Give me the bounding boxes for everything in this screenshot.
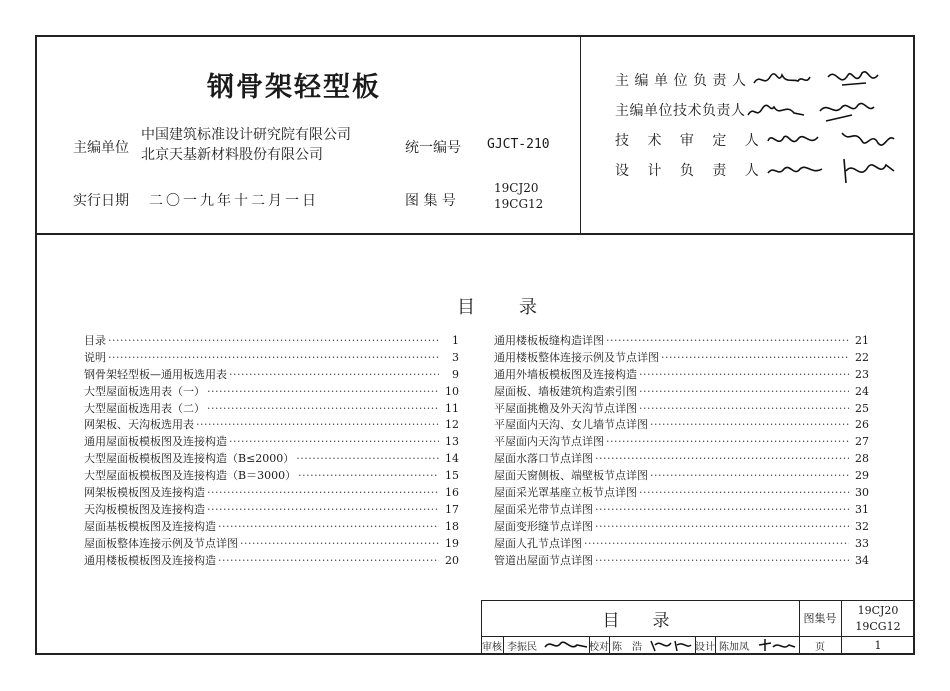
title-block-atlas-no-2: 19CG12 <box>855 619 901 633</box>
toc-leader-dots <box>207 502 439 519</box>
toc-entry-title: 屋面板整体连接示例及节点详图 <box>84 536 238 550</box>
toc-entry-page: 1 <box>452 334 459 347</box>
toc-leader-dots <box>639 401 849 418</box>
toc-entry-page: 33 <box>855 536 869 550</box>
unified-no: GJCT-210 <box>487 137 550 152</box>
toc-column-left <box>84 333 459 569</box>
toc-leader-dots <box>639 367 849 384</box>
toc-leader-dots <box>108 333 439 350</box>
signature-image <box>755 637 797 654</box>
toc-leader-dots <box>595 451 849 468</box>
toc-entry <box>494 417 869 434</box>
toc-leader-dots <box>218 553 439 570</box>
checker-name: 陈 浩 <box>612 642 642 653</box>
toc-leader-dots <box>218 519 439 536</box>
toc-entry <box>494 434 869 451</box>
toc-entry-page: 11 <box>445 401 459 415</box>
toc-entry-page: 9 <box>452 367 459 381</box>
header-divider <box>580 37 581 233</box>
toc-entry-page: 23 <box>855 367 869 381</box>
toc-entry-page: 28 <box>855 452 869 466</box>
toc-entry <box>494 451 869 468</box>
signature-image <box>816 93 876 127</box>
toc-entry-title: 屋面人孔节点详图 <box>494 536 582 550</box>
toc-entry-title: 屋面采光罩基座立板节点详图 <box>494 486 637 500</box>
approval-role: 主编单位负责人 <box>615 73 752 89</box>
signature-image <box>647 637 693 654</box>
toc-entry <box>84 367 459 384</box>
toc-entry-page: 14 <box>445 452 459 466</box>
toc-entry <box>494 333 869 350</box>
toc-entry-page: 17 <box>445 502 459 516</box>
toc-entry <box>494 367 869 384</box>
toc-entry <box>84 401 459 418</box>
toc-entry-page: 29 <box>855 469 869 483</box>
toc-entry <box>494 519 869 536</box>
review-label: 审核 <box>482 642 502 653</box>
toc-entry <box>84 502 459 519</box>
toc-leader-dots <box>296 451 439 468</box>
signature-image <box>836 153 896 187</box>
toc-leader-dots <box>196 417 439 434</box>
toc-entry-page: 30 <box>855 486 869 500</box>
toc-leader-dots <box>108 350 439 367</box>
toc-entry <box>494 401 869 418</box>
toc-entry <box>84 434 459 451</box>
toc-entry-title: 大型屋面板选用表（一） <box>84 384 205 398</box>
toc-entry <box>494 553 869 570</box>
approval-role: 技 术 审 定 人 <box>615 133 766 149</box>
toc-entry-page: 13 <box>445 435 459 449</box>
signature-image <box>766 155 826 185</box>
editor-unit-2: 北京天基新材料股份有限公司 <box>141 147 323 163</box>
toc-leader-dots <box>298 468 439 485</box>
toc-leader-dots <box>207 401 439 418</box>
toc-entry-title: 天沟板模板图及连接构造 <box>84 502 205 516</box>
toc-entry-page: 31 <box>855 502 869 516</box>
drawing-frame <box>35 35 915 655</box>
signature-image <box>543 637 589 654</box>
toc-entry-title: 平屋面挑檐及外天沟节点详图 <box>494 401 637 415</box>
toc-column-right <box>494 333 869 569</box>
atlas-no-1: 19CJ20 <box>494 181 539 195</box>
toc-leader-dots <box>595 502 849 519</box>
toc-entry-page: 16 <box>445 486 459 500</box>
toc-entry-page: 19 <box>445 536 459 550</box>
approval-row <box>615 155 896 185</box>
reviewer-name: 李振民 <box>507 642 537 653</box>
title-block-title: 目 录 <box>602 610 678 631</box>
toc-entry-title: 通用楼板整体连接示例及节点详图 <box>494 350 659 364</box>
toc-entry <box>84 519 459 536</box>
toc-entry <box>494 502 869 519</box>
signature-image <box>822 63 882 97</box>
toc-entry-title: 通用楼板模板图及连接构造 <box>84 553 216 567</box>
signature-image <box>746 95 806 125</box>
toc-entry-title: 网架板、天沟板选用表 <box>84 418 194 432</box>
toc-entry-page: 3 <box>452 350 459 364</box>
toc-entry-title: 大型屋面板模板图及连接构造（B≤2000） <box>84 452 295 466</box>
toc-entry-page: 18 <box>445 519 459 533</box>
toc-entry-page: 27 <box>855 435 869 449</box>
signature-image <box>766 125 826 155</box>
page-number: 1 <box>874 639 882 652</box>
toc-leader-dots <box>606 333 849 350</box>
toc-entry-title: 钢骨架轻型板—通用板选用表 <box>84 367 227 381</box>
toc-leader-dots <box>584 536 849 553</box>
signature-image <box>836 123 896 157</box>
toc-entry-title: 屋面天窗侧板、端壁板节点详图 <box>494 469 648 483</box>
toc-entry-title: 屋面水落口节点详图 <box>494 452 593 466</box>
toc-leader-dots <box>240 536 439 553</box>
toc-entry <box>494 485 869 502</box>
toc-entry-title: 屋面采光带节点详图 <box>494 502 593 516</box>
approval-row <box>615 125 896 155</box>
toc-leader-dots <box>595 519 849 536</box>
toc-leader-dots <box>229 367 439 384</box>
toc-entry-page: 12 <box>445 418 459 432</box>
toc-entry-page: 21 <box>855 334 869 347</box>
title-block <box>481 600 915 655</box>
toc-entry <box>84 451 459 468</box>
toc-entry-page: 34 <box>855 553 869 567</box>
toc-leader-dots <box>595 553 849 570</box>
toc-leader-dots <box>639 485 849 502</box>
toc-entry-page: 10 <box>445 384 459 398</box>
toc-entry-title: 说明 <box>84 350 106 364</box>
toc-entry-page: 26 <box>855 418 869 432</box>
toc-entry <box>84 536 459 553</box>
page-label: 页 <box>815 642 825 653</box>
toc-entry <box>84 350 459 367</box>
toc-entry-title: 平屋面内天沟节点详图 <box>494 435 604 449</box>
toc-leader-dots <box>207 384 439 401</box>
editor-unit-label: 主编单位 <box>73 140 129 156</box>
toc-entry-title: 通用外墙板模板图及连接构造 <box>494 367 637 381</box>
toc-entry-page: 15 <box>445 469 459 483</box>
toc-title: 目录 <box>457 297 581 318</box>
toc-entry <box>84 553 459 570</box>
title-block-atlas-no-1: 19CJ20 <box>857 603 899 617</box>
toc-entry-page: 20 <box>445 553 459 567</box>
toc-leader-dots <box>606 434 849 451</box>
unified-no-label: 统一编号 <box>405 140 461 156</box>
toc-entry-page: 24 <box>855 384 869 398</box>
toc-leader-dots <box>661 350 849 367</box>
toc-entry <box>84 468 459 485</box>
toc-entry-title: 平屋面内天沟、女儿墙节点详图 <box>494 418 648 432</box>
signature-image <box>752 65 812 95</box>
toc-leader-dots <box>650 468 849 485</box>
toc-entry-title: 屋面变形缝节点详图 <box>494 519 593 533</box>
effective-date-label: 实行日期 <box>73 193 129 209</box>
toc-entry <box>494 468 869 485</box>
title-block-atlas-label: 图集号 <box>803 612 837 625</box>
check-label: 校对 <box>589 642 609 653</box>
toc-leader-dots <box>229 434 439 451</box>
toc-entry-title: 大型屋面板选用表（二） <box>84 401 205 415</box>
header-bottom-line <box>37 233 913 235</box>
toc-entry <box>494 536 869 553</box>
toc-entry-title: 屋面板、墙板建筑构造索引图 <box>494 384 637 398</box>
toc-entry <box>84 485 459 502</box>
toc-entry-page: 32 <box>855 519 869 533</box>
design-label: 设计 <box>695 642 715 653</box>
atlas-no-label: 图 集 号 <box>405 193 456 209</box>
designer-name: 陈加凤 <box>719 642 749 653</box>
toc-entry-title: 通用屋面板模板图及连接构造 <box>84 435 227 449</box>
toc-entry-title: 通用楼板板缝构造详图 <box>494 334 604 347</box>
toc-entry-title: 大型屋面板模板图及连接构造（B＝3000） <box>84 469 297 483</box>
approval-role: 设 计 负 责 人 <box>615 163 766 179</box>
editor-unit-1: 中国建筑标准设计研究院有限公司 <box>141 127 351 143</box>
atlas-title: 钢骨架轻型板 <box>207 72 381 103</box>
toc-entry <box>84 417 459 434</box>
toc-entry-title: 目录 <box>84 334 106 347</box>
toc-leader-dots <box>207 485 439 502</box>
effective-date: 二〇一九年十二月一日 <box>149 193 319 209</box>
toc-entry-title: 屋面基板模板图及连接构造 <box>84 519 216 533</box>
toc-leader-dots <box>650 417 849 434</box>
atlas-no-2: 19CG12 <box>494 197 544 211</box>
approval-row <box>615 65 882 95</box>
approval-row <box>615 95 876 125</box>
toc-leader-dots <box>639 384 849 401</box>
toc-entry-page: 22 <box>855 350 869 364</box>
toc-entry <box>84 333 459 350</box>
toc-entry-page: 25 <box>855 401 869 415</box>
toc-entry <box>494 350 869 367</box>
toc-entry <box>84 384 459 401</box>
toc-entry <box>494 384 869 401</box>
toc-entry-title: 管道出屋面节点详图 <box>494 553 593 567</box>
toc-entry-title: 网架板模板图及连接构造 <box>84 486 205 500</box>
approval-role: 主编单位技术负责人 <box>615 103 746 119</box>
